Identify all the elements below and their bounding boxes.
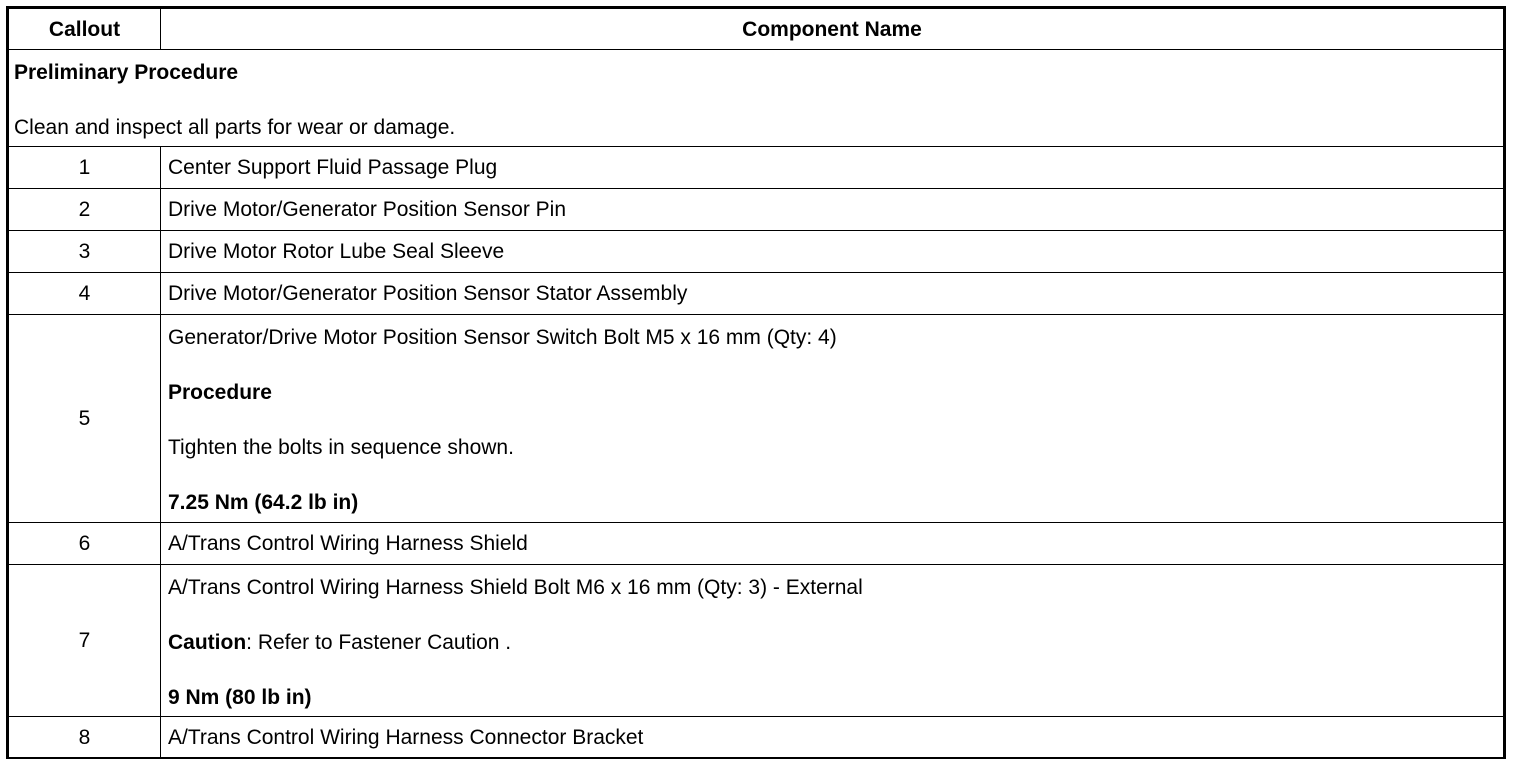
component-name: A/Trans Control Wiring Harness Shield Bolt M6 x 16 mm (Qty: 3) - External — [168, 576, 863, 599]
table-row — [9, 273, 1504, 315]
component-table-frame — [6, 6, 1506, 759]
callout-number: 5 — [9, 315, 161, 523]
callout-number: 6 — [9, 523, 161, 565]
caution-text: : Refer to Fastener Caution . — [246, 631, 512, 654]
table-row — [9, 189, 1504, 231]
preliminary-procedure-title: Preliminary Procedure — [14, 61, 239, 84]
component-detail-cell — [161, 565, 1504, 717]
table-header-row — [9, 9, 1504, 50]
preliminary-procedure-row — [9, 50, 1504, 147]
component-name: Center Support Fluid Passage Plug — [161, 147, 1504, 189]
procedure-label: Procedure — [168, 381, 272, 404]
table-row — [9, 565, 1504, 717]
caution-label: Caution — [168, 631, 247, 654]
component-name-column-header: Component Name — [161, 9, 1504, 50]
callout-number: 3 — [9, 231, 161, 273]
caution-line — [168, 632, 1503, 653]
torque-spec: 7.25 Nm (64.2 lb in) — [168, 491, 359, 514]
preliminary-procedure-cell — [9, 50, 1504, 147]
table-row — [9, 231, 1504, 273]
component-table — [8, 8, 1504, 759]
table-row — [9, 523, 1504, 565]
table-row — [9, 717, 1504, 759]
table-row — [9, 147, 1504, 189]
procedure-text: Tighten the bolts in sequence shown. — [168, 436, 514, 459]
component-name: Generator/Drive Motor Position Sensor Switch Bolt M5 x 16 mm (Qty: 4) — [168, 326, 837, 349]
torque-spec: 9 Nm (80 lb in) — [168, 686, 312, 709]
component-name: A/Trans Control Wiring Harness Shield — [161, 523, 1504, 565]
callout-number: 8 — [9, 717, 161, 759]
table-row — [9, 315, 1504, 523]
component-name: Drive Motor Rotor Lube Seal Sleeve — [161, 231, 1504, 273]
callout-number: 1 — [9, 147, 161, 189]
callout-number: 2 — [9, 189, 161, 231]
component-name: A/Trans Control Wiring Harness Connector Bracket — [161, 717, 1504, 759]
callout-number: 7 — [9, 565, 161, 717]
callout-column-header: Callout — [9, 9, 161, 50]
callout-number: 4 — [9, 273, 161, 315]
component-name: Drive Motor/Generator Position Sensor Stator Assembly — [161, 273, 1504, 315]
preliminary-procedure-text: Clean and inspect all parts for wear or damage. — [14, 116, 456, 139]
component-name: Drive Motor/Generator Position Sensor Pin — [161, 189, 1504, 231]
component-detail-cell — [161, 315, 1504, 523]
